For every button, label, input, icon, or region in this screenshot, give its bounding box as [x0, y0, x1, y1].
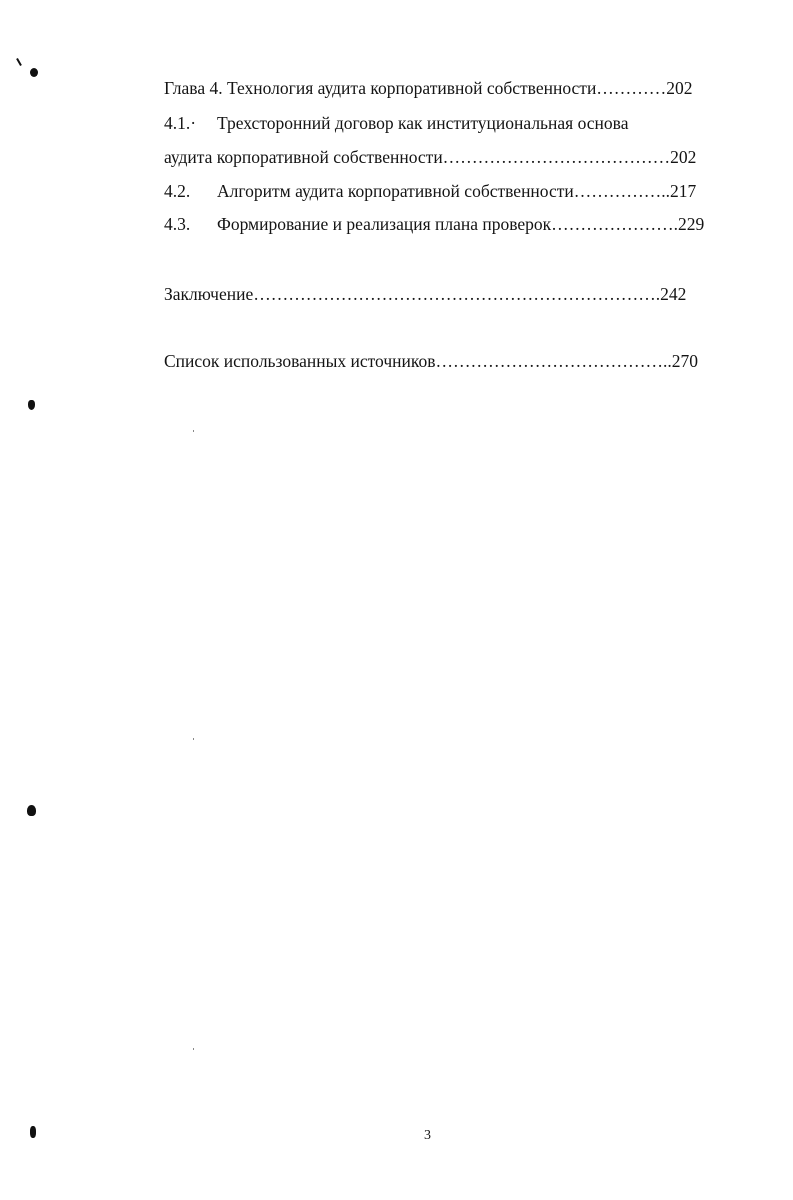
toc-chapter-4: Глава 4. Технология аудита корпоративной собственности…………202 — [164, 78, 693, 98]
scan-mark-1 — [16, 58, 22, 66]
scan-blot-4 — [30, 1126, 36, 1138]
scan-blot-2 — [28, 400, 35, 410]
toc-references: Список использованных источников…………………………………..270 — [164, 351, 699, 371]
scan-speck — [193, 738, 194, 740]
scan-blot-1 — [30, 68, 38, 77]
toc-section-4-1-number: 4.1.· — [164, 113, 197, 133]
toc-section-4-1-continuation: аудита корпоративной собственности…………………………………202 — [164, 147, 697, 167]
toc-conclusion: Заключение…………………………………………………………….242 — [164, 284, 687, 304]
toc-section-4-3-number: 4.3. — [164, 214, 191, 234]
toc-section-4-3-title: Формирование и реализация плана проверок………………….229 — [217, 214, 705, 234]
toc-section-4-2-number: 4.2. — [164, 181, 191, 201]
toc-section-4-2-title: Алгоритм аудита корпоративной собственности……………..217 — [217, 181, 697, 201]
toc-section-4-1-title: Трехсторонний договор как институциональная основа — [217, 113, 629, 133]
scan-speck — [193, 1048, 194, 1050]
page-number: 3 — [424, 1128, 431, 1143]
scan-speck — [193, 430, 194, 432]
scan-blot-3 — [27, 805, 36, 816]
